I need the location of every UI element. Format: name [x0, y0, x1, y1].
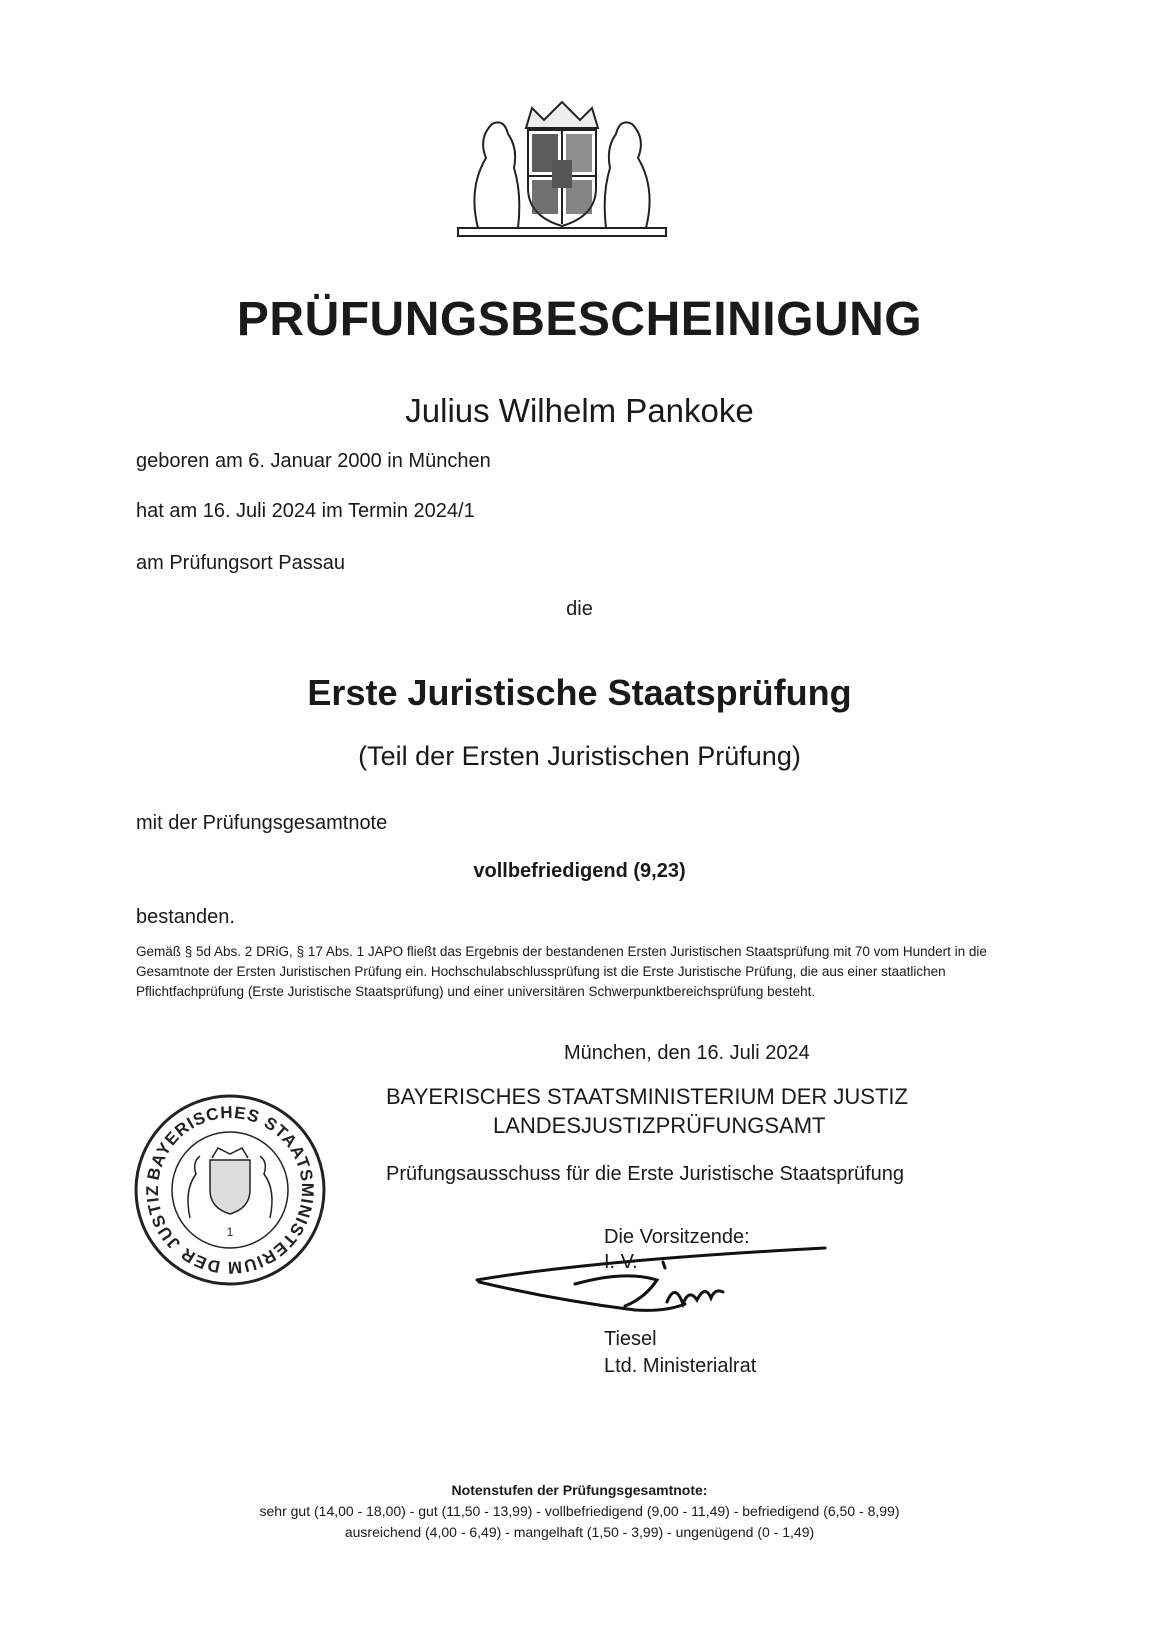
exam-subtitle: (Teil der Ersten Juristischen Prüfung)	[358, 741, 801, 771]
candidate-name: Julius Wilhelm Pankoke	[405, 392, 754, 429]
bavarian-coat-of-arms-icon	[448, 98, 676, 244]
official-seal-icon	[130, 1090, 330, 1290]
grading-scale-heading: Notenstufen der Prüfungsgesamtnote:	[451, 1482, 708, 1498]
connector-die: die	[566, 598, 593, 620]
overall-grade: vollbefriedigend (9,23)	[473, 860, 686, 882]
committee-name: Prüfungsausschuss für die Erste Juristische Staatsprüfung	[386, 1163, 905, 1185]
signature-role: Die Vorsitzende:	[604, 1226, 750, 1248]
exam-place-info: am Prüfungsort Passau	[136, 552, 345, 574]
exam-date-info: hat am 16. Juli 2024 im Termin 2024/1	[136, 500, 475, 522]
authority-office: LANDESJUSTIZPRÜFUNGSAMT	[493, 1113, 826, 1138]
passed-label: bestanden.	[136, 906, 235, 928]
signatory-name: Tiesel	[604, 1328, 657, 1350]
grade-intro: mit der Prüfungsgesamtnote	[136, 812, 388, 834]
seal-text: BAYERISCHES STAATSMINISTERIUM DER JUSTIZ	[142, 1102, 318, 1278]
document-title: PRÜFUNGSBESCHEINIGUNG	[236, 293, 923, 346]
issue-date: München, den 16. Juli 2024	[564, 1042, 810, 1064]
birth-info: geboren am 6. Januar 2000 in München	[136, 450, 491, 472]
grading-scale-line-2: ausreichend (4,00 - 6,49) - mangelhaft (1,50 - 3,99) - ungenügend (0 - 1,49)	[344, 1524, 815, 1540]
exam-title: Erste Juristische Staatsprüfung	[307, 672, 852, 713]
grading-scale-line-1: sehr gut (14,00 - 18,00) - gut (11,50 - 13,99) - vollbefriedigend (9,00 - 11,49) - befriedigend (6,50 - 8,99)	[259, 1503, 900, 1519]
seal-number: 1	[226, 1225, 234, 1239]
signature-iv: I. V.	[604, 1251, 638, 1273]
handwritten-signature-icon	[475, 1240, 855, 1330]
legal-note: Gemäß § 5d Abs. 2 DRiG, § 17 Abs. 1 JAPO fließt das Ergebnis der bestandenen Ersten Juristischen Staatsprüfung mit 70 vom Hundert in die Gesamtnote der Ersten Juristischen Prüfung ein. Hochschulabschlussprüfung ist die Erste Juristische Prüfung, die aus einer staatlichen Pflichtfachprüfung (Erste Juristische Staatsprüfung) und einer universitären Schwerpunktbereichsprüfung besteht.	[136, 944, 987, 999]
authority-name: BAYERISCHES STAATSMINISTERIUM DER JUSTIZ	[386, 1084, 908, 1109]
signatory-title: Ltd. Ministerialrat	[604, 1355, 757, 1377]
